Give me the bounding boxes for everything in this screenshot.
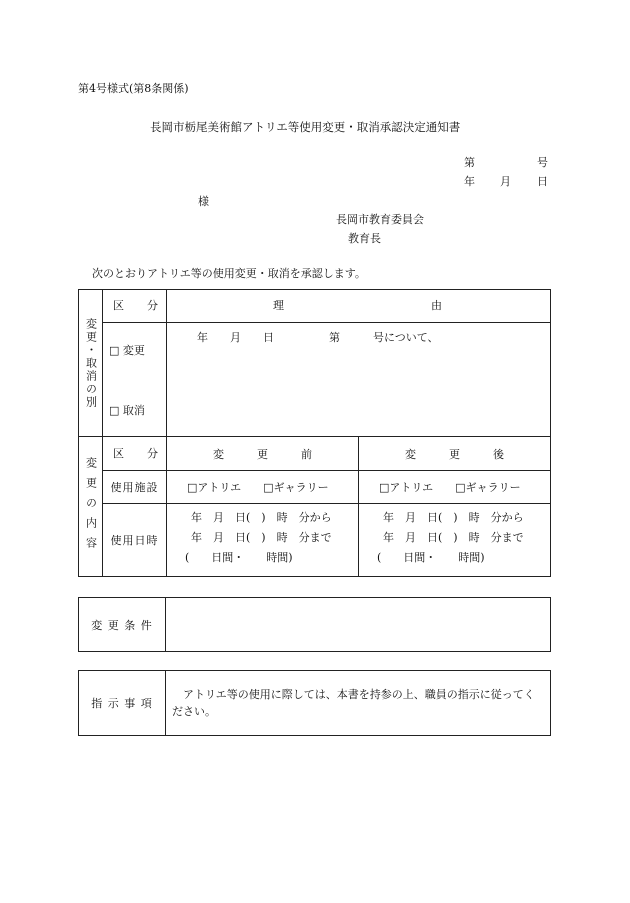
before-header-label: 変 更 前: [213, 447, 312, 461]
facility-after-cell: [359, 471, 551, 504]
reason-cell[interactable]: [167, 323, 551, 437]
option-cancel-checkbox[interactable]: □ 取消: [109, 404, 145, 417]
option-change-checkbox[interactable]: □ 変更: [109, 344, 145, 357]
datetime-before-cell[interactable]: [167, 504, 359, 577]
facility-label: 使用施設: [110, 481, 159, 494]
change-cancel-table: [78, 289, 551, 437]
issuer-organization: 長岡市教育委員会: [336, 213, 424, 226]
facility-before-cell: [167, 471, 359, 504]
kubun-label-a: 区: [113, 299, 124, 312]
document-title: 長岡市栃尾美術館アトリエ等使用変更・取消承認決定通知書: [150, 120, 461, 134]
after-header-label: 変 更 後: [405, 447, 504, 461]
riyu-label-b: 由: [431, 299, 442, 312]
datetime-before-to: 年 月 日( ) 時 分まで: [191, 531, 332, 544]
after-header-cell: [359, 437, 551, 471]
datetime-before-from: 年 月 日( ) 時 分から: [191, 511, 332, 524]
reason-text: 年 月 日 第 号について、: [197, 331, 439, 344]
instructions-label-cell: [79, 671, 166, 736]
kubun2-label-a: 区: [113, 446, 124, 460]
date-month: 月: [500, 175, 511, 188]
form-number: 第4号様式(第8条関係): [78, 82, 189, 95]
datetime-after-cell[interactable]: [359, 504, 551, 577]
change-conditions-label-cell: [79, 598, 166, 652]
change-content-table: [78, 436, 551, 577]
datetime-before-duration: ( 日間・ 時間): [185, 551, 293, 564]
instructions-text: アトリエ等の使用に際しては、本書を持参の上、職員の指示に従ってください。: [172, 688, 535, 718]
facility-label-cell: [103, 471, 167, 504]
date-day: 日: [537, 175, 548, 188]
instructions-label: 指 示 事 項: [91, 697, 153, 710]
recipient-sama: 様: [198, 195, 209, 208]
datetime-after-from: 年 月 日( ) 時 分から: [383, 511, 524, 524]
facility-after-options[interactable]: □アトリエ □ギャラリー: [379, 481, 521, 494]
change-cancel-options-cell: [103, 323, 167, 437]
instructions-table: [78, 670, 551, 736]
change-conditions-table: [78, 597, 551, 652]
change-content-side-label-cell: [79, 437, 103, 577]
date-year: 年: [464, 175, 475, 188]
datetime-after-duration: ( 日間・ 時間): [377, 551, 485, 564]
kubun-header-cell: [103, 290, 167, 323]
kubun-label-b: 分: [147, 299, 158, 312]
change-content-side-label: 変更の内容: [84, 456, 98, 557]
change-cancel-side-label: 変更・取消の別: [84, 317, 98, 409]
riyu-label-a: 理: [273, 299, 284, 312]
change-conditions-label: 変 更 条 件: [91, 618, 153, 632]
datetime-label: 使用日時: [110, 534, 159, 547]
datetime-label-cell: [103, 504, 167, 577]
doc-number-go: 号: [537, 156, 548, 169]
instructions-value-cell: [166, 671, 551, 736]
change-cancel-side-label-cell: [79, 290, 103, 437]
change-conditions-value-cell[interactable]: [166, 598, 551, 652]
doc-number-dai: 第: [464, 156, 475, 169]
issuer-title: 教育長: [348, 232, 381, 245]
intro-text: 次のとおりアトリエ等の使用変更・取消を承認します。: [92, 267, 366, 280]
kubun2-label-b: 分: [147, 446, 158, 460]
datetime-after-to: 年 月 日( ) 時 分まで: [383, 531, 524, 544]
facility-before-options[interactable]: □アトリエ □ギャラリー: [187, 481, 329, 494]
before-header-cell: [167, 437, 359, 471]
kubun2-header-cell: [103, 437, 167, 471]
riyu-header-cell: [167, 290, 551, 323]
